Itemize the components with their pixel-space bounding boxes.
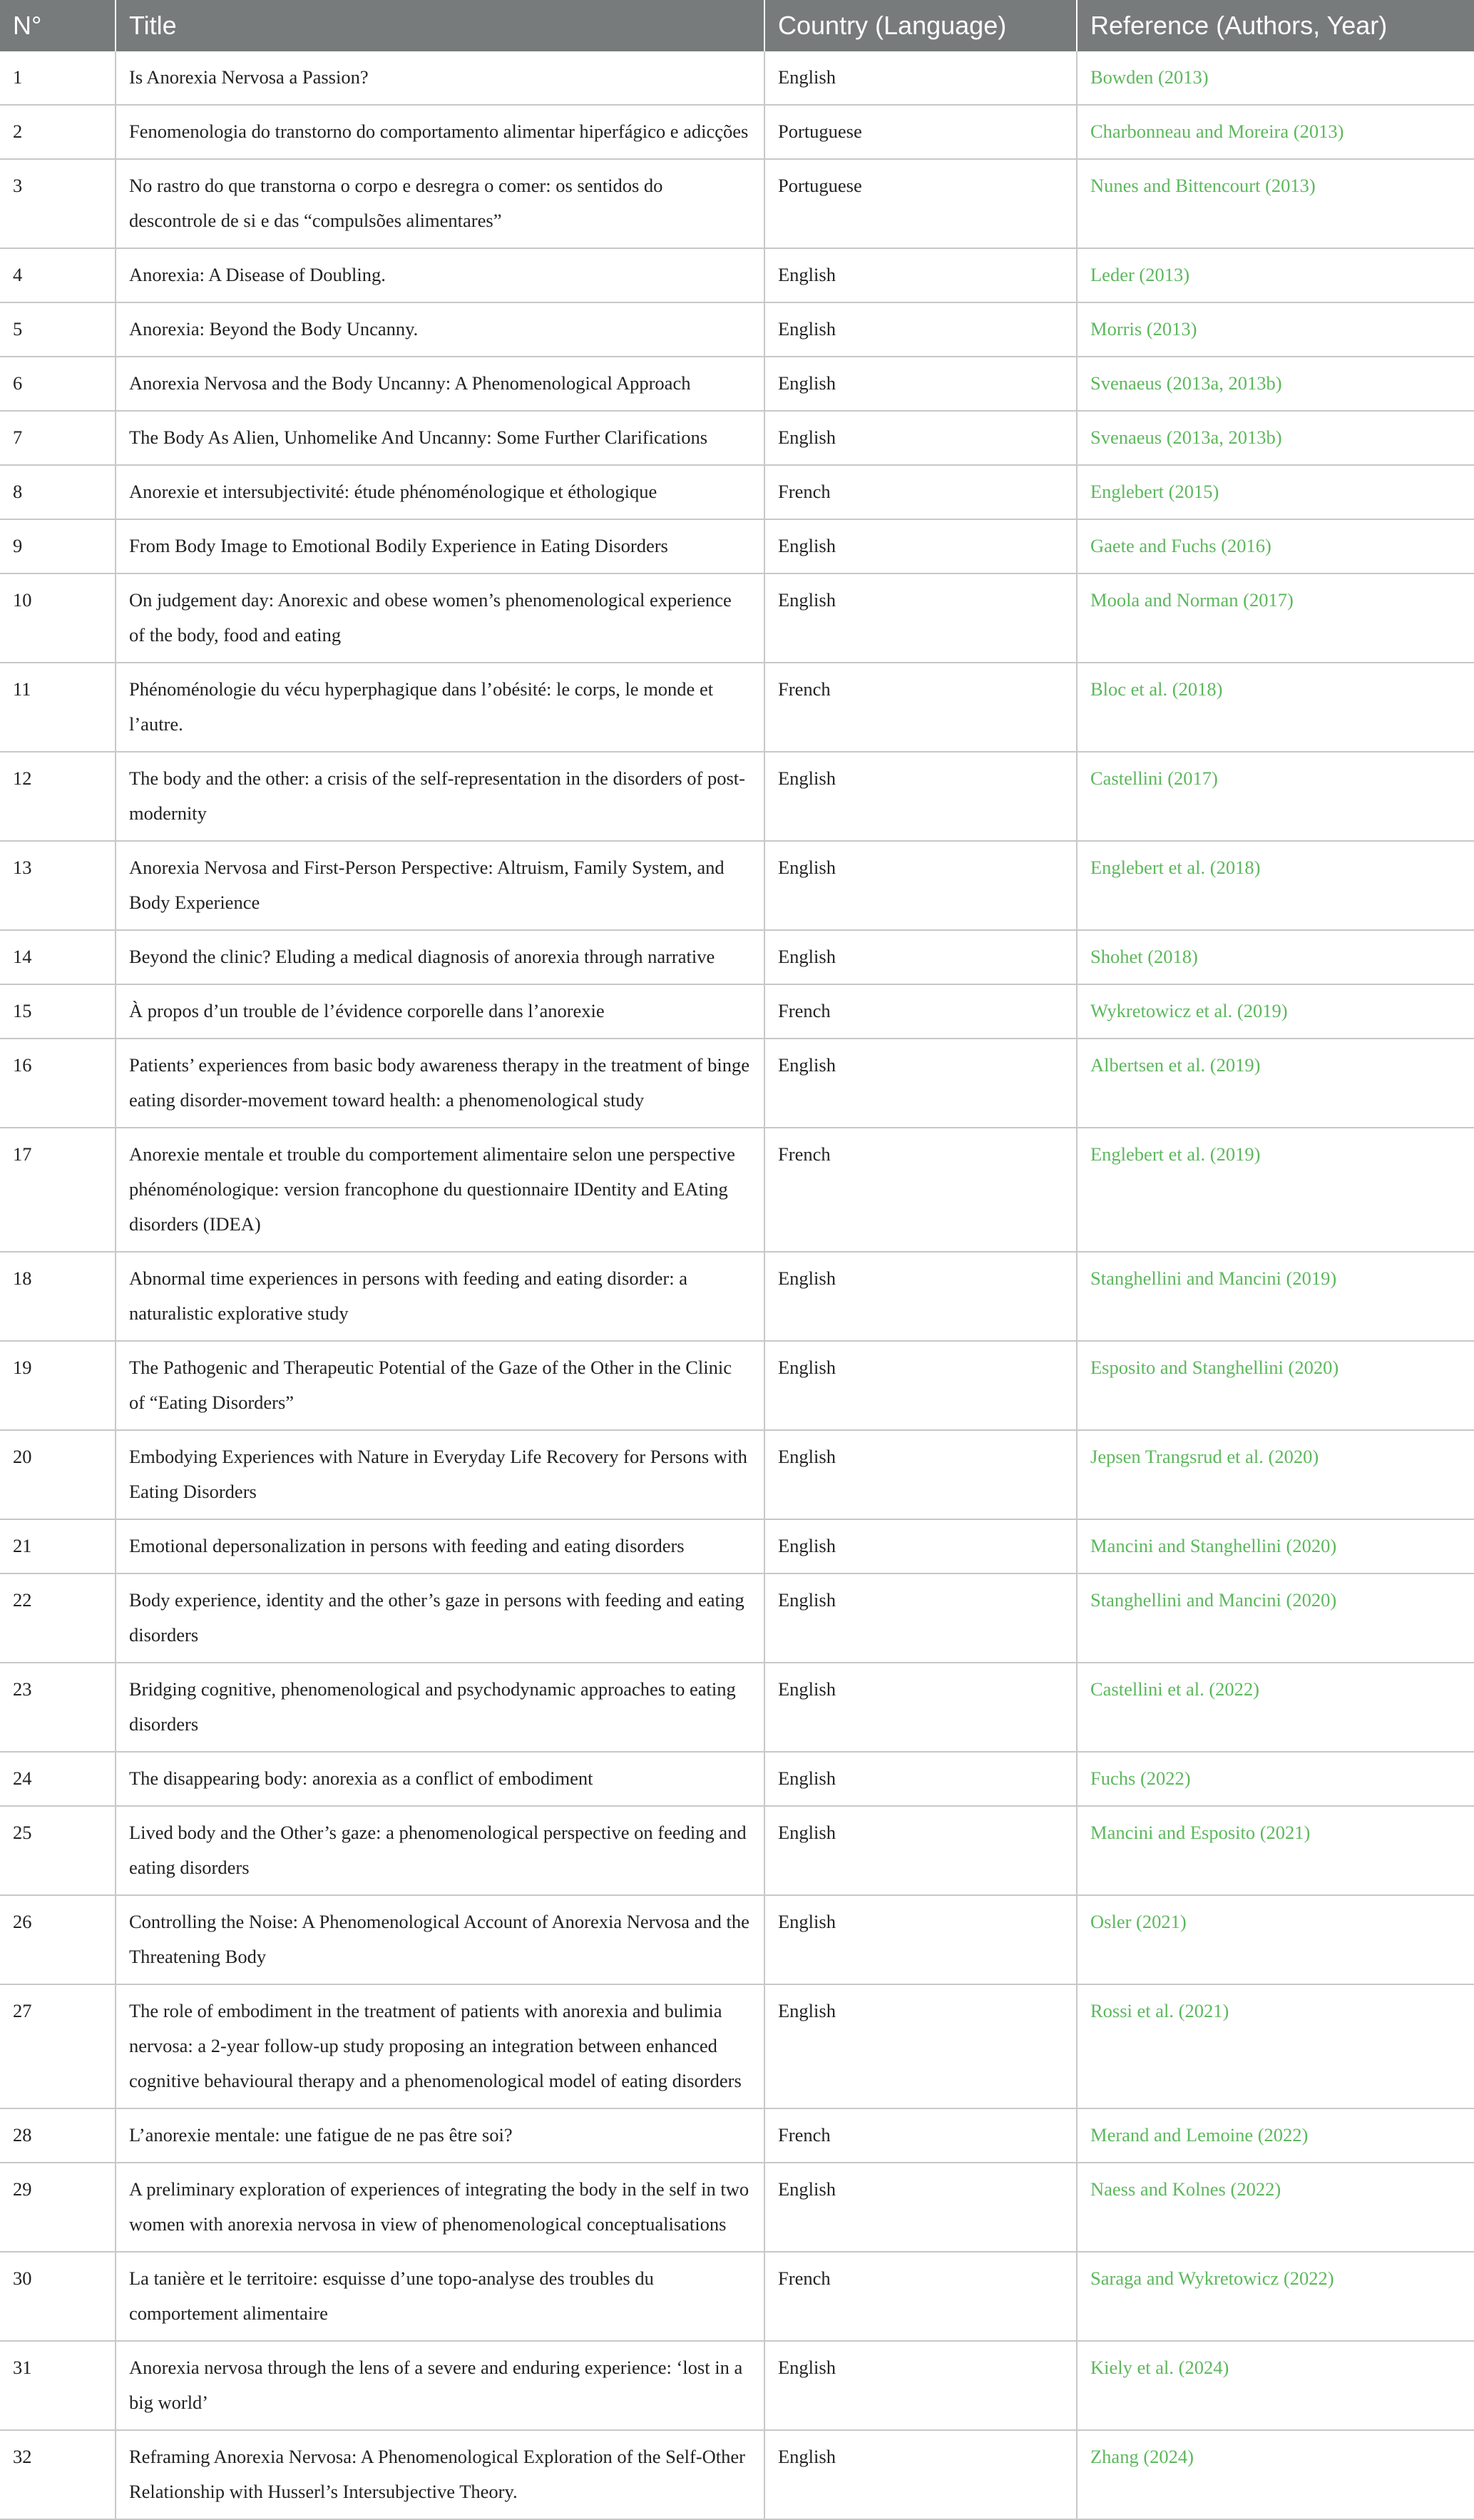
cell-number: 14 — [0, 930, 116, 984]
cell-reference[interactable]: Stanghellini and Mancini (2020) — [1077, 1573, 1474, 1663]
table-row — [0, 248, 1474, 302]
cell-language: English — [764, 1984, 1077, 2108]
cell-reference[interactable]: Castellini (2017) — [1077, 752, 1474, 841]
cell-reference[interactable]: Bloc et al. (2018) — [1077, 663, 1474, 752]
cell-language: English — [764, 1806, 1077, 1895]
cell-language: French — [764, 2108, 1077, 2163]
cell-number: 8 — [0, 465, 116, 519]
cell-reference[interactable]: Gaete and Fuchs (2016) — [1077, 519, 1474, 573]
cell-title: Anorexia Nervosa and the Body Uncanny: A Phenomenological Approach — [116, 357, 764, 411]
cell-title: Emotional depersonalization in persons with feeding and eating disorders — [116, 1519, 764, 1573]
cell-title: L’anorexie mentale: une fatigue de ne pas être soi? — [116, 2108, 764, 2163]
cell-title: Reframing Anorexia Nervosa: A Phenomenological Exploration of the Self-Other Relationship with Husserl’s Intersubjective Theory. — [116, 2430, 764, 2519]
cell-reference[interactable]: Englebert (2015) — [1077, 465, 1474, 519]
table-row — [0, 841, 1474, 930]
table-row — [0, 1984, 1474, 2108]
table-row — [0, 159, 1474, 248]
cell-reference[interactable]: Saraga and Wykretowicz (2022) — [1077, 2252, 1474, 2341]
cell-number: 24 — [0, 1752, 116, 1806]
table-row — [0, 930, 1474, 984]
cell-number: 16 — [0, 1039, 116, 1128]
cell-language: English — [764, 1895, 1077, 1984]
cell-title: Anorexia: A Disease of Doubling. — [116, 248, 764, 302]
table-row — [0, 984, 1474, 1039]
cell-reference[interactable]: Charbonneau and Moreira (2013) — [1077, 105, 1474, 159]
cell-language: English — [764, 573, 1077, 663]
cell-language: French — [764, 1128, 1077, 1252]
cell-language: Portuguese — [764, 105, 1077, 159]
table-row — [0, 663, 1474, 752]
cell-reference[interactable]: Morris (2013) — [1077, 302, 1474, 357]
cell-title: Bridging cognitive, phenomenological and psychodynamic approaches to eating disorders — [116, 1663, 764, 1752]
cell-title: The Pathogenic and Therapeutic Potential of the Gaze of the Other in the Clinic of “Eating Disorders” — [116, 1341, 764, 1430]
cell-language: English — [764, 411, 1077, 465]
cell-title: Body experience, identity and the other’s gaze in persons with feeding and eating disorders — [116, 1573, 764, 1663]
cell-reference[interactable]: Zhang (2024) — [1077, 2430, 1474, 2519]
cell-number: 3 — [0, 159, 116, 248]
cell-number: 13 — [0, 841, 116, 930]
cell-reference[interactable]: Kiely et al. (2024) — [1077, 2341, 1474, 2430]
cell-reference[interactable]: Englebert et al. (2019) — [1077, 1128, 1474, 1252]
table-row — [0, 1128, 1474, 1252]
cell-reference[interactable]: Stanghellini and Mancini (2019) — [1077, 1252, 1474, 1341]
cell-language: French — [764, 663, 1077, 752]
cell-number: 25 — [0, 1806, 116, 1895]
cell-title: Anorexia: Beyond the Body Uncanny. — [116, 302, 764, 357]
table-row — [0, 51, 1474, 105]
cell-language: English — [764, 1039, 1077, 1128]
cell-number: 17 — [0, 1128, 116, 1252]
cell-title: Is Anorexia Nervosa a Passion? — [116, 51, 764, 105]
cell-title: Lived body and the Other’s gaze: a phenomenological perspective on feeding and eating disorders — [116, 1806, 764, 1895]
cell-title: À propos d’un trouble de l’évidence corporelle dans l’anorexie — [116, 984, 764, 1039]
cell-language: English — [764, 2430, 1077, 2519]
cell-number: 32 — [0, 2430, 116, 2519]
cell-reference[interactable]: Merand and Lemoine (2022) — [1077, 2108, 1474, 2163]
cell-language: English — [764, 1430, 1077, 1519]
cell-number: 5 — [0, 302, 116, 357]
table-body — [0, 51, 1474, 2519]
cell-language: English — [764, 248, 1077, 302]
cell-number: 1 — [0, 51, 116, 105]
cell-number: 30 — [0, 2252, 116, 2341]
cell-title: Anorexia Nervosa and First-Person Perspective: Altruism, Family System, and Body Experience — [116, 841, 764, 930]
cell-number: 23 — [0, 1663, 116, 1752]
table-row — [0, 2163, 1474, 2252]
cell-number: 2 — [0, 105, 116, 159]
cell-title: Anorexia nervosa through the lens of a severe and enduring experience: ‘lost in a big world’ — [116, 2341, 764, 2430]
cell-number: 29 — [0, 2163, 116, 2252]
cell-number: 12 — [0, 752, 116, 841]
cell-title: The disappearing body: anorexia as a conflict of embodiment — [116, 1752, 764, 1806]
table-row — [0, 1519, 1474, 1573]
cell-reference[interactable]: Rossi et al. (2021) — [1077, 1984, 1474, 2108]
cell-title: The role of embodiment in the treatment of patients with anorexia and bulimia nervosa: a 2-year follow-up study proposing an integration between enhanced cognitive behavioural therapy and a phenomenological model of eating disorders — [116, 1984, 764, 2108]
table-row — [0, 1806, 1474, 1895]
cell-reference[interactable]: Wykretowicz et al. (2019) — [1077, 984, 1474, 1039]
table-row — [0, 1573, 1474, 1663]
table-row — [0, 2252, 1474, 2341]
cell-reference[interactable]: Nunes and Bittencourt (2013) — [1077, 159, 1474, 248]
table-row — [0, 1252, 1474, 1341]
cell-language: English — [764, 51, 1077, 105]
table-row — [0, 2341, 1474, 2430]
cell-number: 20 — [0, 1430, 116, 1519]
table-row — [0, 2430, 1474, 2519]
table-row — [0, 2108, 1474, 2163]
cell-reference[interactable]: Mancini and Esposito (2021) — [1077, 1806, 1474, 1895]
cell-language: French — [764, 2252, 1077, 2341]
cell-language: English — [764, 302, 1077, 357]
table-row — [0, 465, 1474, 519]
cell-reference[interactable]: Englebert et al. (2018) — [1077, 841, 1474, 930]
cell-number: 26 — [0, 1895, 116, 1984]
cell-title: La tanière et le territoire: esquisse d’une topo-analyse des troubles du comportement alimentaire — [116, 2252, 764, 2341]
cell-language: French — [764, 984, 1077, 1039]
cell-title: No rastro do que transtorna o corpo e desregra o comer: os sentidos do descontrole de si e das “compulsões alimentares” — [116, 159, 764, 248]
cell-title: Beyond the clinic? Eluding a medical diagnosis of anorexia through narrative — [116, 930, 764, 984]
cell-reference[interactable]: Fuchs (2022) — [1077, 1752, 1474, 1806]
table-row — [0, 105, 1474, 159]
table-row — [0, 1430, 1474, 1519]
cell-language: English — [764, 1752, 1077, 1806]
table-row — [0, 1752, 1474, 1806]
cell-number: 27 — [0, 1984, 116, 2108]
cell-number: 6 — [0, 357, 116, 411]
cell-number: 18 — [0, 1252, 116, 1341]
cell-language: English — [764, 2341, 1077, 2430]
cell-title: Embodying Experiences with Nature in Everyday Life Recovery for Persons with Eating Disorders — [116, 1430, 764, 1519]
header-country-language: Country (Language) — [764, 0, 1077, 51]
cell-language: French — [764, 465, 1077, 519]
cell-reference[interactable]: Svenaeus (2013a, 2013b) — [1077, 411, 1474, 465]
cell-reference[interactable]: Castellini et al. (2022) — [1077, 1663, 1474, 1752]
cell-number: 31 — [0, 2341, 116, 2430]
cell-number: 21 — [0, 1519, 116, 1573]
cell-title: The Body As Alien, Unhomelike And Uncanny: Some Further Clarifications — [116, 411, 764, 465]
cell-number: 15 — [0, 984, 116, 1039]
table-row — [0, 752, 1474, 841]
cell-language: English — [764, 1573, 1077, 1663]
cell-reference[interactable]: Mancini and Stanghellini (2020) — [1077, 1519, 1474, 1573]
cell-language: English — [764, 357, 1077, 411]
cell-reference[interactable]: Shohet (2018) — [1077, 930, 1474, 984]
cell-title: Abnormal time experiences in persons with feeding and eating disorder: a naturalistic explorative study — [116, 1252, 764, 1341]
cell-number: 4 — [0, 248, 116, 302]
header-number: N° — [0, 0, 116, 51]
cell-title: From Body Image to Emotional Bodily Experience in Eating Disorders — [116, 519, 764, 573]
cell-language: English — [764, 1341, 1077, 1430]
cell-reference[interactable]: Osler (2021) — [1077, 1895, 1474, 1984]
cell-reference[interactable]: Leder (2013) — [1077, 248, 1474, 302]
cell-language: Portuguese — [764, 159, 1077, 248]
cell-reference[interactable]: Moola and Norman (2017) — [1077, 573, 1474, 663]
cell-number: 19 — [0, 1341, 116, 1430]
table-row — [0, 302, 1474, 357]
cell-number: 22 — [0, 1573, 116, 1663]
cell-title: A preliminary exploration of experiences of integrating the body in the self in two women with anorexia nervosa in view of phenomenological conceptualisations — [116, 2163, 764, 2252]
cell-number: 28 — [0, 2108, 116, 2163]
cell-reference[interactable]: Bowden (2013) — [1077, 51, 1474, 105]
cell-title: On judgement day: Anorexic and obese women’s phenomenological experience of the body, food and eating — [116, 573, 764, 663]
cell-title: Anorexie et intersubjectivité: étude phénoménologique et éthologique — [116, 465, 764, 519]
header-row — [0, 0, 1474, 51]
cell-title: Phénoménologie du vécu hyperphagique dans l’obésité: le corps, le monde et l’autre. — [116, 663, 764, 752]
cell-title: Fenomenologia do transtorno do comportamento alimentar hiperfágico e adicções — [116, 105, 764, 159]
cell-language: English — [764, 1519, 1077, 1573]
cell-language: English — [764, 752, 1077, 841]
cell-reference[interactable]: Svenaeus (2013a, 2013b) — [1077, 357, 1474, 411]
table-row — [0, 411, 1474, 465]
cell-language: English — [764, 1252, 1077, 1341]
header-title: Title — [116, 0, 764, 51]
table-row — [0, 573, 1474, 663]
cell-language: English — [764, 841, 1077, 930]
cell-reference[interactable]: Jepsen Trangsrud et al. (2020) — [1077, 1430, 1474, 1519]
cell-reference[interactable]: Naess and Kolnes (2022) — [1077, 2163, 1474, 2252]
cell-reference[interactable]: Esposito and Stanghellini (2020) — [1077, 1341, 1474, 1430]
cell-title: Controlling the Noise: A Phenomenological Account of Anorexia Nervosa and the Threatening Body — [116, 1895, 764, 1984]
cell-reference[interactable]: Albertsen et al. (2019) — [1077, 1039, 1474, 1128]
table-row — [0, 519, 1474, 573]
cell-title: Anorexie mentale et trouble du comportement alimentaire selon une perspective phénoménologique: version francophone du questionnaire IDentity and EAting disorders (IDEA) — [116, 1128, 764, 1252]
cell-language: English — [764, 2163, 1077, 2252]
cell-language: English — [764, 930, 1077, 984]
table-row — [0, 1663, 1474, 1752]
table-row — [0, 1039, 1474, 1128]
cell-number: 11 — [0, 663, 116, 752]
cell-language: English — [764, 519, 1077, 573]
cell-title: Patients’ experiences from basic body awareness therapy in the treatment of binge eating disorder-movement toward health: a phenomenological study — [116, 1039, 764, 1128]
table-row — [0, 357, 1474, 411]
header-reference: Reference (Authors, Year) — [1077, 0, 1474, 51]
table-row — [0, 1895, 1474, 1984]
cell-number: 10 — [0, 573, 116, 663]
table-row — [0, 1341, 1474, 1430]
cell-language: English — [764, 1663, 1077, 1752]
cell-title: The body and the other: a crisis of the self-representation in the disorders of post-modernity — [116, 752, 764, 841]
cell-number: 9 — [0, 519, 116, 573]
cell-number: 7 — [0, 411, 116, 465]
